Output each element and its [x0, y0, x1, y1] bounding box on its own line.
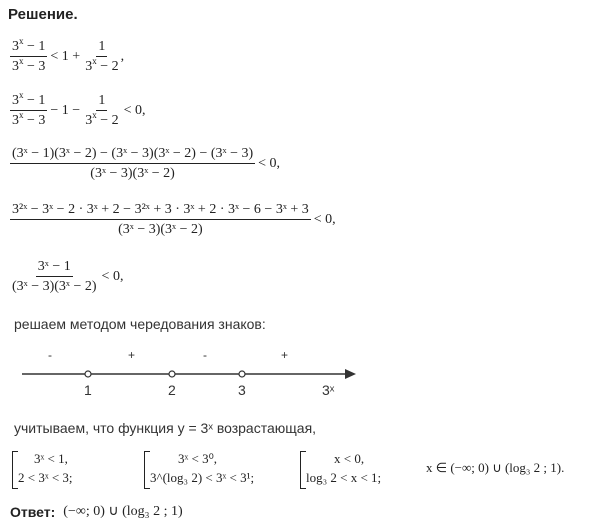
step-5-numerator: 3ˣ − 1: [36, 258, 73, 277]
increasing-text: учитываем, что функция y = 3ˣ возрастающая,: [14, 420, 317, 436]
open-point-1: [85, 371, 91, 377]
system-2-line-1: 3ˣ < 3⁰,: [178, 451, 218, 466]
system-3-line-1: x < 0,: [334, 451, 365, 466]
step-4-numerator: 3²ˣ − 3ˣ − 2 · 3ˣ + 2 − 3²ˣ + 3 · 3ˣ + 2 · 3ˣ − 6 − 3ˣ + 3: [10, 201, 311, 220]
step-1-left-fraction: $\frac{3^x - 1}{3^x - 3}$: [12, 36, 46, 74]
answer-value: (−∞; 0) ∪ (log₃ 2 ; 1): [63, 504, 183, 519]
step-3-tail: < 0,: [258, 155, 281, 171]
axis-label: 3ˣ: [322, 382, 335, 398]
system-1-line-1: 3ˣ < 1,: [34, 451, 68, 466]
step-2-left-fraction: $\frac{3^x - 1}{3^x - 3}$: [12, 90, 46, 128]
point-label-2: 2: [168, 382, 176, 398]
step-4-denominator: (3ˣ − 3)(3ˣ − 2): [118, 222, 203, 237]
step-3-inequality: [10, 145, 283, 182]
step-5-tail: < 0,: [101, 268, 124, 284]
step-1-right-fraction: $\frac{1}{3^x - 2}$: [85, 39, 119, 74]
step-4-tail: < 0,: [313, 211, 336, 227]
step-5-denominator: (3ˣ − 3)(3ˣ − 2): [12, 279, 97, 294]
step-1-inequality: [10, 38, 124, 75]
step-1-tail: ,: [120, 48, 125, 64]
open-point-3: [239, 371, 245, 377]
step-4-inequality: [10, 201, 339, 238]
answer-label: Ответ:: [10, 503, 56, 520]
step-5-fraction: [10, 258, 99, 295]
open-point-2: [169, 371, 175, 377]
system-3: [300, 451, 420, 489]
sign-interval-2: +: [128, 348, 136, 362]
step-2-inequality: [10, 92, 149, 129]
step-2-right-fraction: $\frac{1}{3^x - 2}$: [85, 93, 119, 128]
step-3-denominator: (3ˣ − 3)(3ˣ − 2): [90, 166, 175, 181]
system-2-line-2: 3^(log₃ 2) < 3ˣ < 3¹;: [150, 470, 255, 485]
number-line: [0, 338, 600, 400]
system-1: [12, 451, 122, 489]
step-2-tail: < 0,: [123, 102, 146, 118]
step-5-inequality: [10, 258, 126, 295]
method-text: решаем методом чередования знаков:: [14, 316, 266, 332]
point-label-1: 1: [84, 382, 92, 398]
sign-interval-4: +: [281, 348, 289, 362]
point-label-3: 3: [238, 382, 246, 398]
answer-line: [10, 503, 183, 520]
system-1-line-2: 2 < 3ˣ < 3;: [18, 470, 73, 485]
system-2: [144, 451, 294, 489]
step-4-fraction: [10, 201, 311, 238]
step-1-operator: < 1 +: [50, 48, 81, 64]
step-3-numerator: (3ˣ − 1)(3ˣ − 2) − (3ˣ − 3)(3ˣ − 2) − (3ˣ − 3): [10, 145, 255, 164]
result-interval: x ∈ (−∞; 0) ∪ (log₃ 2 ; 1).: [426, 460, 565, 475]
sign-interval-1: -: [48, 348, 52, 362]
step-3-fraction: [10, 145, 255, 182]
solution-heading: Решение.: [8, 6, 78, 23]
sign-interval-3: -: [203, 348, 207, 362]
system-3-line-2: log₃ 2 < x < 1;: [306, 470, 382, 485]
step-2-operator: − 1 −: [50, 102, 81, 118]
